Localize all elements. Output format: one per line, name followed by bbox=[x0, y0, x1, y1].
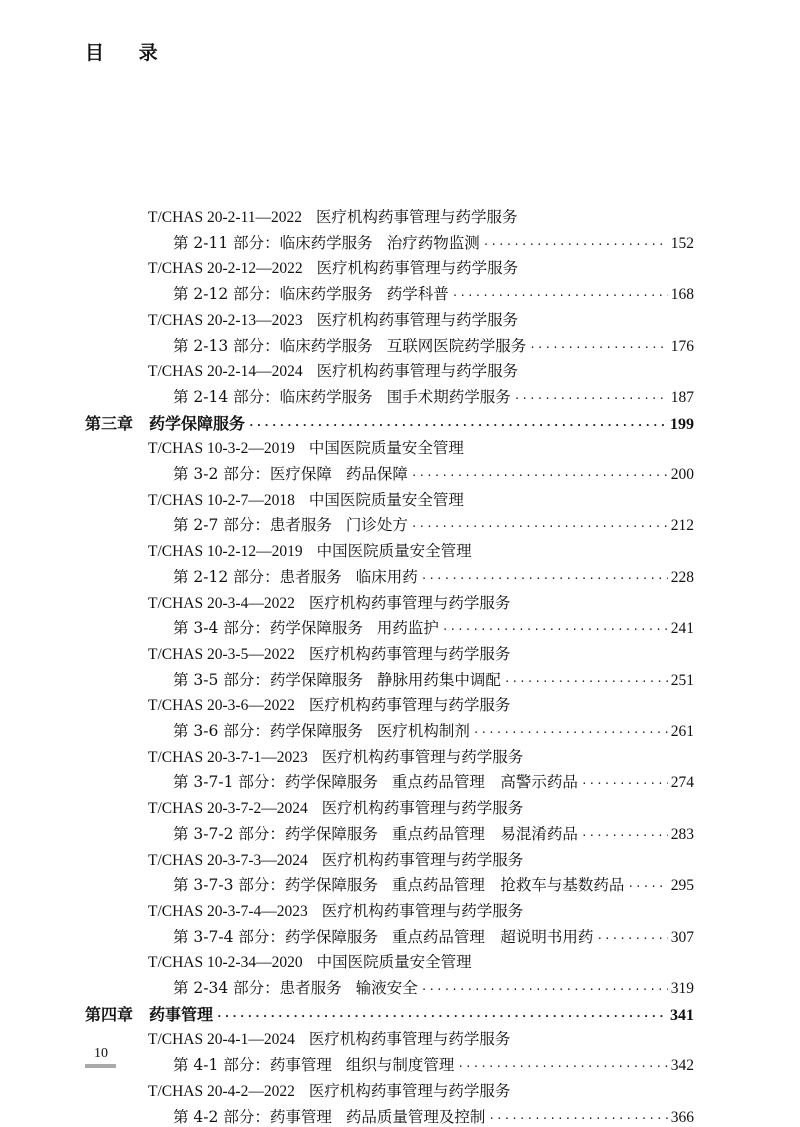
standard-code: T/CHAS 10-2-12—2019 bbox=[148, 543, 303, 560]
entry-subtitle: 门诊处方 bbox=[345, 516, 408, 534]
standard-code: T/CHAS 20-4-1—2024 bbox=[148, 1031, 295, 1048]
toc-chapter-row[interactable] bbox=[85, 411, 694, 434]
entry-part: 第 3-7-3 部分：药学保障服务 bbox=[173, 876, 378, 894]
toc-entry-row[interactable] bbox=[173, 1053, 694, 1075]
entry-part: 第 3-5 部分：药学保障服务 bbox=[173, 671, 363, 689]
entry-subtitle: 组织与制度管理 bbox=[345, 1056, 455, 1074]
page-number: 10 bbox=[94, 1046, 108, 1061]
toc-standard-row bbox=[148, 693, 510, 715]
entry-subtitle: 互联网医院药学服务 bbox=[386, 337, 527, 355]
standard-title: 医疗机构药事管理与药学服务 bbox=[308, 594, 511, 612]
entry-part: 第 2-14 部分：临床药学服务 bbox=[173, 388, 373, 406]
entry-part: 第 3-7-2 部分：药学保障服务 bbox=[173, 825, 378, 843]
standard-code: T/CHAS 20-3-7-2—2024 bbox=[148, 800, 308, 817]
toc-entry-row[interactable] bbox=[173, 668, 694, 690]
chapter-name: 药事管理 bbox=[149, 1005, 214, 1024]
entry-page-number: 241 bbox=[670, 620, 694, 637]
standard-code: T/CHAS 20-3-6—2022 bbox=[148, 697, 295, 714]
entry-page-number: 283 bbox=[670, 826, 694, 843]
toc-standard-row bbox=[148, 436, 464, 458]
toc-entry-row[interactable] bbox=[173, 385, 694, 407]
dot-leader bbox=[216, 1010, 667, 1023]
entry-page-number: 319 bbox=[670, 980, 694, 997]
toc-standard-row bbox=[148, 205, 518, 227]
toc-entry-row[interactable] bbox=[173, 513, 694, 535]
entry-part: 第 2-7 部分：患者服务 bbox=[173, 516, 332, 534]
toc-entry-row[interactable] bbox=[173, 334, 694, 356]
chapter-page-number: 341 bbox=[670, 1007, 694, 1024]
toc-standard-row bbox=[148, 359, 518, 381]
standard-title: 中国医院质量安全管理 bbox=[316, 542, 472, 560]
dot-leader bbox=[596, 932, 667, 945]
standard-code: T/CHAS 10-2-7—2018 bbox=[148, 492, 295, 509]
standard-code: T/CHAS 10-2-34—2020 bbox=[148, 954, 303, 971]
toc-standard-row bbox=[148, 488, 464, 510]
standard-title: 中国医院质量安全管理 bbox=[316, 953, 472, 971]
toc-entry-row[interactable] bbox=[173, 616, 694, 638]
toc-entry-row[interactable] bbox=[173, 565, 694, 587]
entry-part: 第 3-2 部分：医疗保障 bbox=[173, 465, 332, 483]
chapter-page-number: 199 bbox=[670, 416, 694, 433]
toc-chapter-row[interactable] bbox=[85, 1002, 694, 1025]
standard-code: T/CHAS 10-3-2—2019 bbox=[148, 440, 295, 457]
entry-subtitle: 临床用药 bbox=[355, 568, 418, 586]
dot-leader bbox=[581, 777, 668, 790]
toc-standard-row bbox=[148, 848, 523, 870]
footer-bar bbox=[85, 1064, 116, 1068]
toc-standard-row bbox=[148, 899, 523, 921]
toc-entry-row[interactable] bbox=[173, 231, 694, 253]
entry-page-number: 176 bbox=[670, 338, 694, 355]
entry-subtitle: 药品保障 bbox=[345, 465, 408, 483]
standard-title: 医疗机构药事管理与药学服务 bbox=[321, 799, 524, 817]
toc-entry-row[interactable] bbox=[173, 770, 694, 792]
standard-title: 医疗机构药事管理与药学服务 bbox=[321, 902, 524, 920]
standard-title: 医疗机构药事管理与药学服务 bbox=[316, 208, 518, 226]
entry-page-number: 168 bbox=[670, 286, 694, 303]
page-title: 目 录 bbox=[85, 42, 172, 64]
dot-leader bbox=[411, 469, 668, 482]
standard-title: 医疗机构药事管理与药学服务 bbox=[321, 748, 524, 766]
toc-entry-row[interactable] bbox=[173, 282, 694, 304]
entry-subtitle: 重点药品管理 易混淆药品 bbox=[391, 825, 578, 843]
toc-standard-row bbox=[148, 1027, 510, 1049]
toc-standard-row bbox=[148, 539, 472, 561]
dot-leader bbox=[411, 520, 668, 533]
dot-leader bbox=[504, 675, 668, 688]
entry-part: 第 4-2 部分：药事管理 bbox=[173, 1108, 332, 1126]
entry-page-number: 307 bbox=[670, 929, 694, 946]
toc-entry-row[interactable] bbox=[173, 873, 694, 895]
entry-part: 第 4-1 部分：药事管理 bbox=[173, 1056, 332, 1074]
entry-part: 第 2-34 部分：患者服务 bbox=[173, 979, 342, 997]
entry-subtitle: 围手术期药学服务 bbox=[386, 388, 511, 406]
entry-page-number: 152 bbox=[670, 235, 694, 252]
standard-title: 医疗机构药事管理与药学服务 bbox=[321, 851, 524, 869]
standard-code: T/CHAS 20-4-2—2022 bbox=[148, 1083, 295, 1100]
toc-standard-row bbox=[148, 1079, 510, 1101]
dot-leader bbox=[514, 392, 668, 405]
entry-subtitle: 用药监护 bbox=[376, 619, 439, 637]
toc-entry-row[interactable] bbox=[173, 719, 694, 741]
dot-leader bbox=[421, 572, 668, 585]
standard-code: T/CHAS 20-2-13—2023 bbox=[148, 312, 303, 329]
dot-leader bbox=[483, 238, 668, 251]
standard-title: 医疗机构药事管理与药学服务 bbox=[316, 259, 519, 277]
dot-leader bbox=[421, 983, 668, 996]
toc-standard-row bbox=[148, 950, 472, 972]
chapter-number: 第四章 bbox=[85, 1005, 134, 1024]
entry-page-number: 274 bbox=[670, 774, 694, 791]
toc-entry-row[interactable] bbox=[173, 976, 694, 998]
toc-standard-row bbox=[148, 308, 518, 330]
dot-leader bbox=[457, 1060, 667, 1073]
entry-page-number: 261 bbox=[670, 723, 694, 740]
entry-subtitle: 药品质量管理及控制 bbox=[345, 1108, 486, 1126]
entry-part: 第 2-12 部分：患者服务 bbox=[173, 568, 342, 586]
toc-entry-row[interactable] bbox=[173, 822, 694, 844]
toc-standard-row bbox=[148, 745, 523, 767]
entry-subtitle: 治疗药物监测 bbox=[386, 234, 480, 252]
dot-leader bbox=[529, 341, 668, 354]
entry-page-number: 228 bbox=[670, 569, 694, 586]
entry-subtitle: 静脉用药集中调配 bbox=[376, 671, 501, 689]
entry-page-number: 200 bbox=[670, 466, 694, 483]
standard-title: 医疗机构药事管理与药学服务 bbox=[316, 311, 519, 329]
dot-leader bbox=[442, 623, 668, 636]
entry-part: 第 2-12 部分：临床药学服务 bbox=[173, 285, 373, 303]
standard-code: T/CHAS 20-3-7-1—2023 bbox=[148, 749, 308, 766]
entry-page-number: 251 bbox=[670, 672, 694, 689]
standard-code: T/CHAS 20-3-4—2022 bbox=[148, 595, 295, 612]
standard-code: T/CHAS 20-2-14—2024 bbox=[148, 363, 303, 380]
entry-part: 第 2-13 部分：临床药学服务 bbox=[173, 337, 373, 355]
entry-part: 第 3-4 部分：药学保障服务 bbox=[173, 619, 363, 637]
entry-subtitle: 重点药品管理 抢救车与基数药品 bbox=[391, 876, 625, 894]
entry-part: 第 3-7-1 部分：药学保障服务 bbox=[173, 773, 378, 791]
standard-title: 医疗机构药事管理与药学服务 bbox=[308, 1082, 511, 1100]
entry-page-number: 212 bbox=[670, 517, 694, 534]
standard-code: T/CHAS 20-2-11—2022 bbox=[148, 209, 302, 226]
entry-part: 第 3-6 部分：药学保障服务 bbox=[173, 722, 363, 740]
standard-title: 中国医院质量安全管理 bbox=[308, 491, 464, 509]
entry-page-number: 295 bbox=[670, 877, 694, 894]
toc-entry-row[interactable] bbox=[173, 925, 694, 947]
chapter-name: 药学保障服务 bbox=[149, 414, 246, 433]
toc-standard-row bbox=[148, 256, 518, 278]
entry-part: 第 3-7-4 部分：药学保障服务 bbox=[173, 928, 378, 946]
entry-subtitle: 输液安全 bbox=[355, 979, 418, 997]
entry-page-number: 187 bbox=[670, 389, 694, 406]
entry-subtitle: 重点药品管理 超说明书用药 bbox=[391, 928, 594, 946]
standard-title: 中国医院质量安全管理 bbox=[308, 439, 464, 457]
dot-leader bbox=[627, 880, 667, 893]
toc-entry-row[interactable] bbox=[173, 462, 694, 484]
standard-code: T/CHAS 20-2-12—2022 bbox=[148, 260, 303, 277]
toc-standard-row bbox=[148, 642, 510, 664]
standard-title: 医疗机构药事管理与药学服务 bbox=[308, 645, 511, 663]
standard-code: T/CHAS 20-3-7-3—2024 bbox=[148, 852, 308, 869]
entry-page-number: 342 bbox=[670, 1057, 694, 1074]
toc-entry-row[interactable] bbox=[173, 1105, 694, 1127]
standard-code: T/CHAS 20-3-5—2022 bbox=[148, 646, 295, 663]
dot-leader bbox=[581, 829, 668, 842]
entry-page-number: 366 bbox=[670, 1109, 694, 1126]
entry-part: 第 2-11 部分：临床药学服务 bbox=[173, 234, 373, 252]
standard-title: 医疗机构药事管理与药学服务 bbox=[316, 362, 519, 380]
dot-leader bbox=[473, 726, 668, 739]
entry-subtitle: 医疗机构制剂 bbox=[376, 722, 470, 740]
toc-standard-row bbox=[148, 796, 523, 818]
entry-subtitle: 重点药品管理 高警示药品 bbox=[391, 773, 578, 791]
dot-leader bbox=[452, 289, 668, 302]
standard-title: 医疗机构药事管理与药学服务 bbox=[308, 1030, 511, 1048]
entry-subtitle: 药学科普 bbox=[386, 285, 449, 303]
dot-leader bbox=[248, 419, 667, 432]
chapter-number: 第三章 bbox=[85, 414, 134, 433]
toc-standard-row bbox=[148, 591, 510, 613]
standard-code: T/CHAS 20-3-7-4—2023 bbox=[148, 903, 308, 920]
dot-leader bbox=[488, 1112, 667, 1125]
standard-title: 医疗机构药事管理与药学服务 bbox=[308, 696, 511, 714]
